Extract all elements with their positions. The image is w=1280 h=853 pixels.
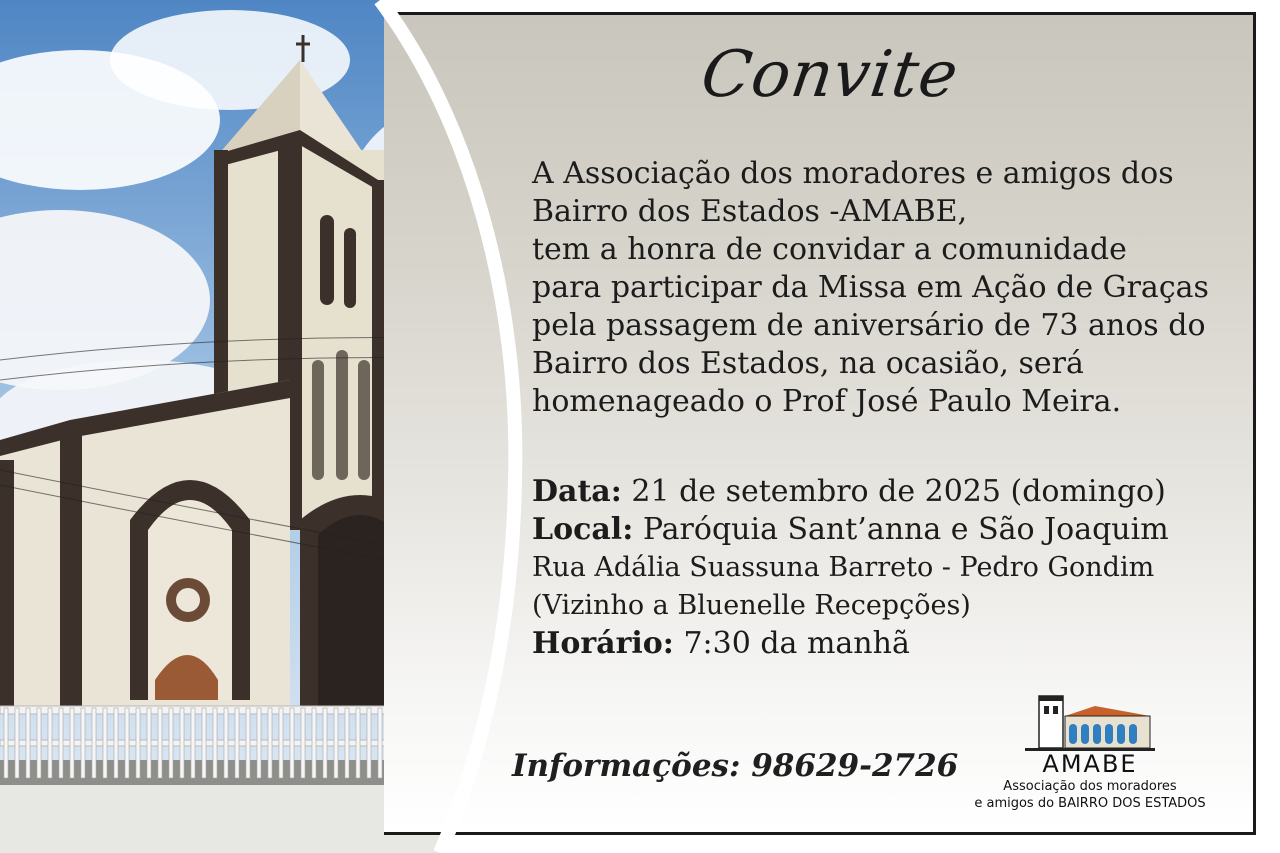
invitation-title: Convite [696, 38, 964, 112]
body-line: tem a honra de convidar a comunidade [532, 232, 1127, 267]
address-line-2: (Vizinho a Bluenelle Recepções) [532, 590, 971, 621]
info-phone: Informações: 98629-2726 [512, 748, 959, 784]
body-line: homenageado o Prof José Paulo Meira. [532, 384, 1122, 419]
invitation-body [532, 155, 1252, 421]
logo-subtitle-2: e amigos do BAIRRO DOS ESTADOS [974, 796, 1206, 811]
body-line: para participar da Missa em Ação de Graças [532, 270, 1209, 305]
address-line-1: Rua Adália Suassuna Barreto - Pedro Gondim [532, 552, 1155, 583]
body-line: A Associação dos moradores e amigos dos [532, 156, 1174, 191]
event-details [532, 473, 1252, 663]
local-row [532, 511, 1252, 549]
logo-subtitle-1: Associação dos moradores [1003, 779, 1177, 794]
body-line: pela passagem de aniversário de 73 anos do [532, 308, 1206, 343]
logo-name: AMABE [1042, 750, 1138, 778]
time-row [532, 625, 1252, 663]
time-label: Horário: [532, 626, 674, 661]
body-line: Bairro dos Estados, na ocasião, será [532, 346, 1084, 381]
time-value: 7:30 da manhã [683, 626, 910, 661]
body-line: Bairro dos Estados -AMABE, [532, 194, 968, 229]
amabe-logo [940, 690, 1240, 820]
date-value: 21 de setembro de 2025 (domingo) [631, 474, 1166, 509]
local-value: Paróquia Sant’anna e São Joaquim [642, 512, 1169, 547]
local-label: Local: [532, 512, 634, 547]
date-row [532, 473, 1252, 511]
date-label: Data: [532, 474, 622, 509]
amabe-building-logo-icon [1025, 692, 1155, 752]
